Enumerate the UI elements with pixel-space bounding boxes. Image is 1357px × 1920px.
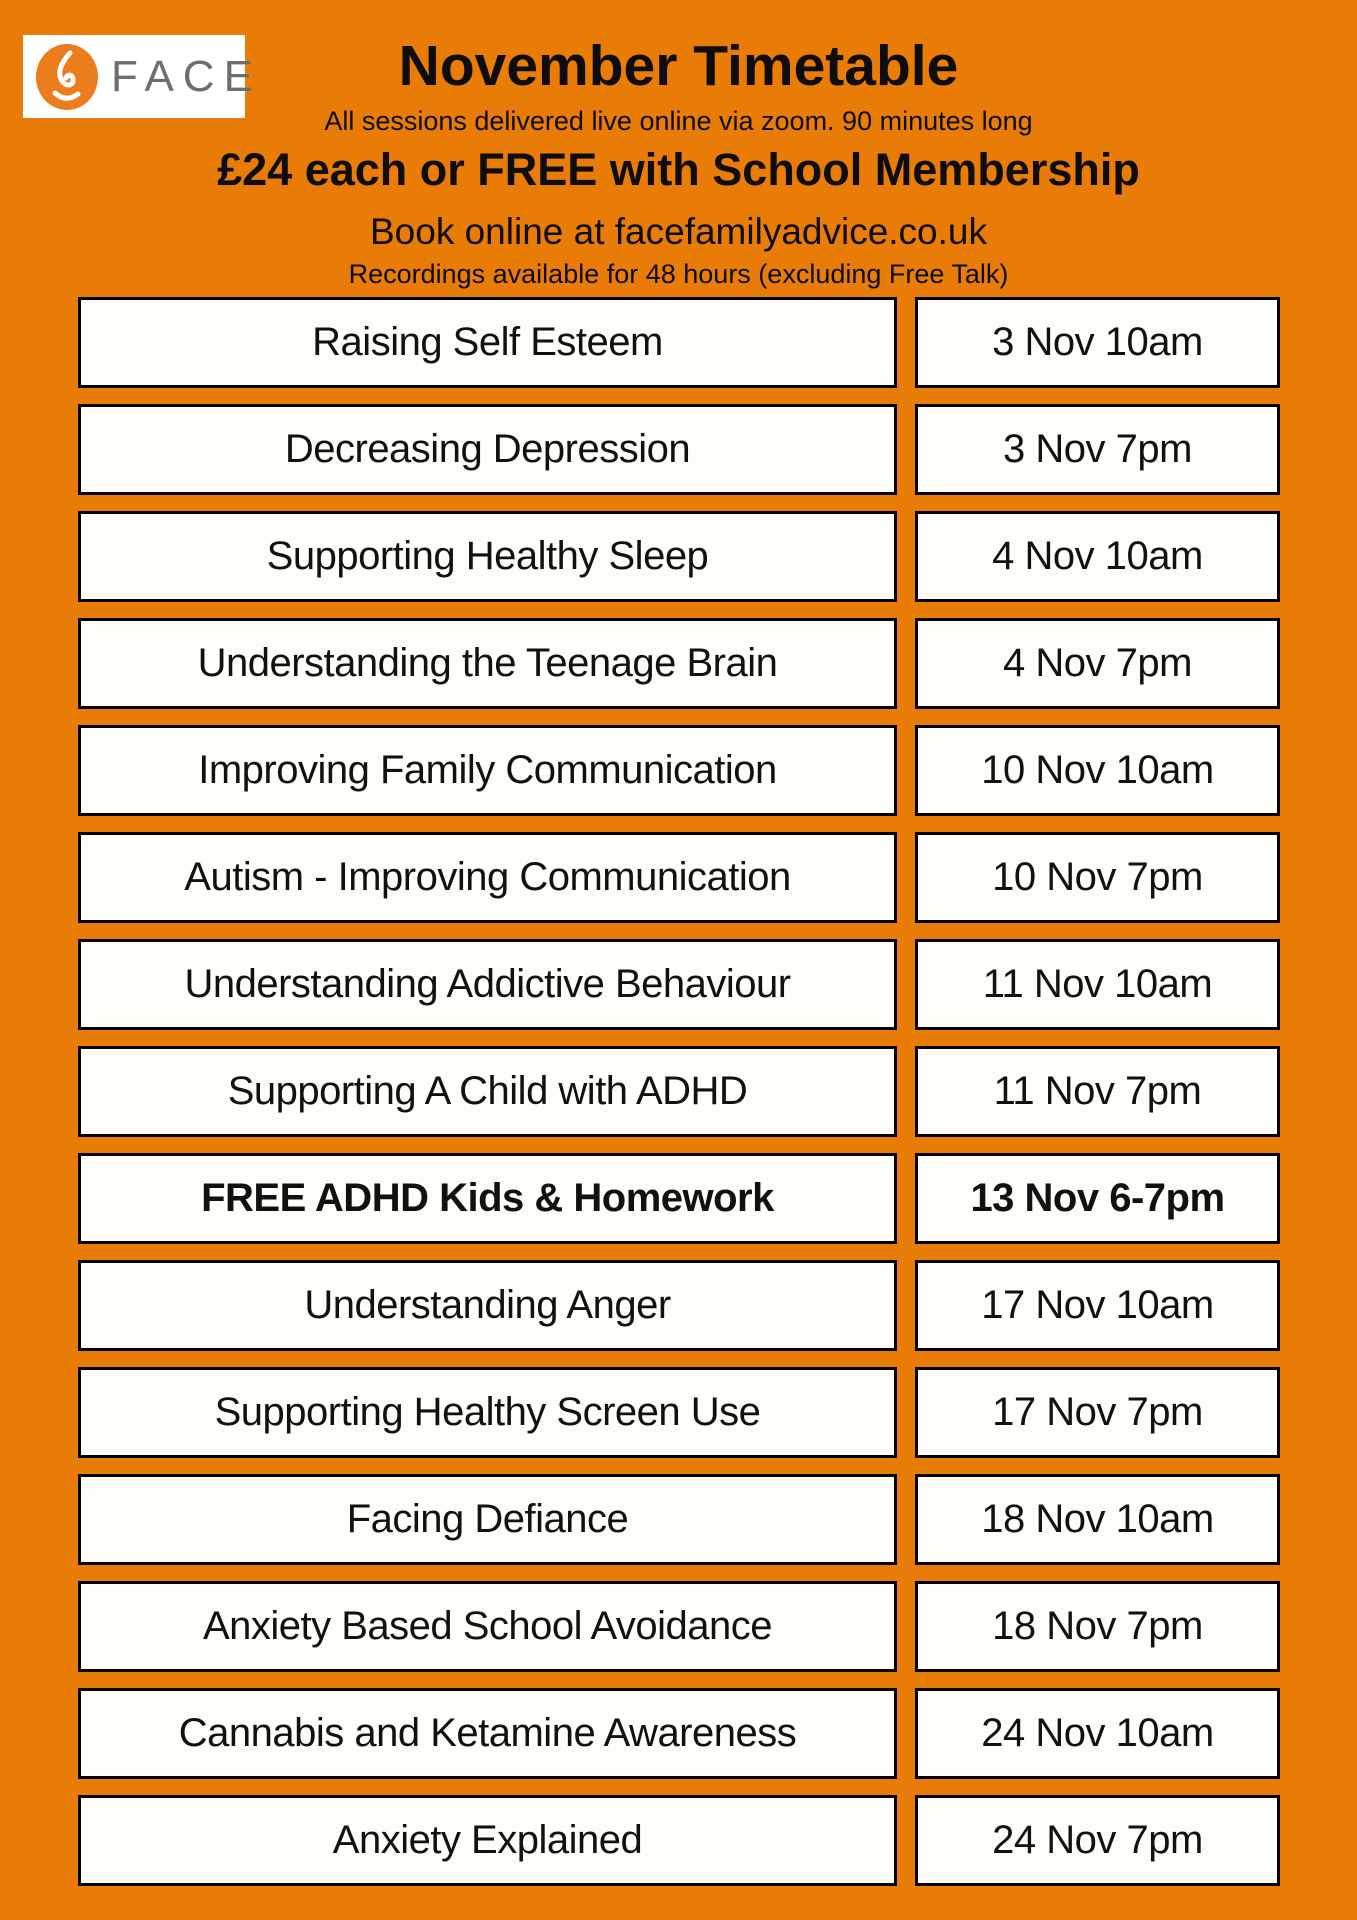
session-datetime: 18 Nov 7pm bbox=[915, 1581, 1280, 1672]
timetable-row bbox=[78, 1260, 1280, 1351]
session-name: Decreasing Depression bbox=[78, 404, 897, 495]
session-datetime: 3 Nov 7pm bbox=[915, 404, 1280, 495]
sessions-info: All sessions delivered live online via zoom. 90 minutes long bbox=[324, 106, 1033, 136]
session-name: Supporting A Child with ADHD bbox=[78, 1046, 897, 1137]
session-datetime: 11 Nov 10am bbox=[915, 939, 1280, 1030]
session-name: Autism - Improving Communication bbox=[78, 832, 897, 923]
timetable-row bbox=[78, 297, 1280, 388]
timetable-row bbox=[78, 1153, 1280, 1244]
session-name: Cannabis and Ketamine Awareness bbox=[78, 1688, 897, 1779]
face-logo-text: FACE bbox=[111, 51, 262, 101]
session-datetime: 3 Nov 10am bbox=[915, 297, 1280, 388]
timetable-row bbox=[78, 511, 1280, 602]
session-datetime: 24 Nov 10am bbox=[915, 1688, 1280, 1779]
session-datetime: 13 Nov 6-7pm bbox=[915, 1153, 1280, 1244]
session-datetime: 24 Nov 7pm bbox=[915, 1795, 1280, 1886]
session-datetime: 10 Nov 7pm bbox=[915, 832, 1280, 923]
session-name: Anxiety Explained bbox=[78, 1795, 897, 1886]
session-datetime: 17 Nov 7pm bbox=[915, 1367, 1280, 1458]
timetable-row bbox=[78, 1688, 1280, 1779]
session-datetime: 17 Nov 10am bbox=[915, 1260, 1280, 1351]
session-name: Understanding the Teenage Brain bbox=[78, 618, 897, 709]
session-name: Understanding Anger bbox=[78, 1260, 897, 1351]
session-name: Supporting Healthy Screen Use bbox=[78, 1367, 897, 1458]
session-name: Facing Defiance bbox=[78, 1474, 897, 1565]
session-name: Raising Self Esteem bbox=[78, 297, 897, 388]
session-name: Understanding Addictive Behaviour bbox=[78, 939, 897, 1030]
recordings-line: Recordings available for 48 hours (excluding Free Talk) bbox=[348, 259, 1009, 289]
timetable-row bbox=[78, 404, 1280, 495]
session-datetime: 18 Nov 10am bbox=[915, 1474, 1280, 1565]
timetable-row bbox=[78, 832, 1280, 923]
timetable-row bbox=[78, 1046, 1280, 1137]
session-datetime: 4 Nov 10am bbox=[915, 511, 1280, 602]
timetable-row bbox=[78, 1581, 1280, 1672]
timetable-row bbox=[78, 1795, 1280, 1886]
price-line: £24 each or FREE with School Membership bbox=[217, 144, 1140, 195]
timetable-row bbox=[78, 725, 1280, 816]
session-name: Improving Family Communication bbox=[78, 725, 897, 816]
timetable-row bbox=[78, 939, 1280, 1030]
page-title: November Timetable bbox=[398, 34, 959, 98]
session-name: Supporting Healthy Sleep bbox=[78, 511, 897, 602]
booking-line: Book online at facefamilyadvice.co.uk bbox=[369, 211, 987, 252]
session-datetime: 11 Nov 7pm bbox=[915, 1046, 1280, 1137]
session-datetime: 10 Nov 10am bbox=[915, 725, 1280, 816]
timetable-row bbox=[78, 1367, 1280, 1458]
session-datetime: 4 Nov 7pm bbox=[915, 618, 1280, 709]
session-name: FREE ADHD Kids & Homework bbox=[78, 1153, 897, 1244]
session-name: Anxiety Based School Avoidance bbox=[78, 1581, 897, 1672]
timetable-row bbox=[78, 618, 1280, 709]
timetable bbox=[78, 297, 1280, 1902]
timetable-row bbox=[78, 1474, 1280, 1565]
